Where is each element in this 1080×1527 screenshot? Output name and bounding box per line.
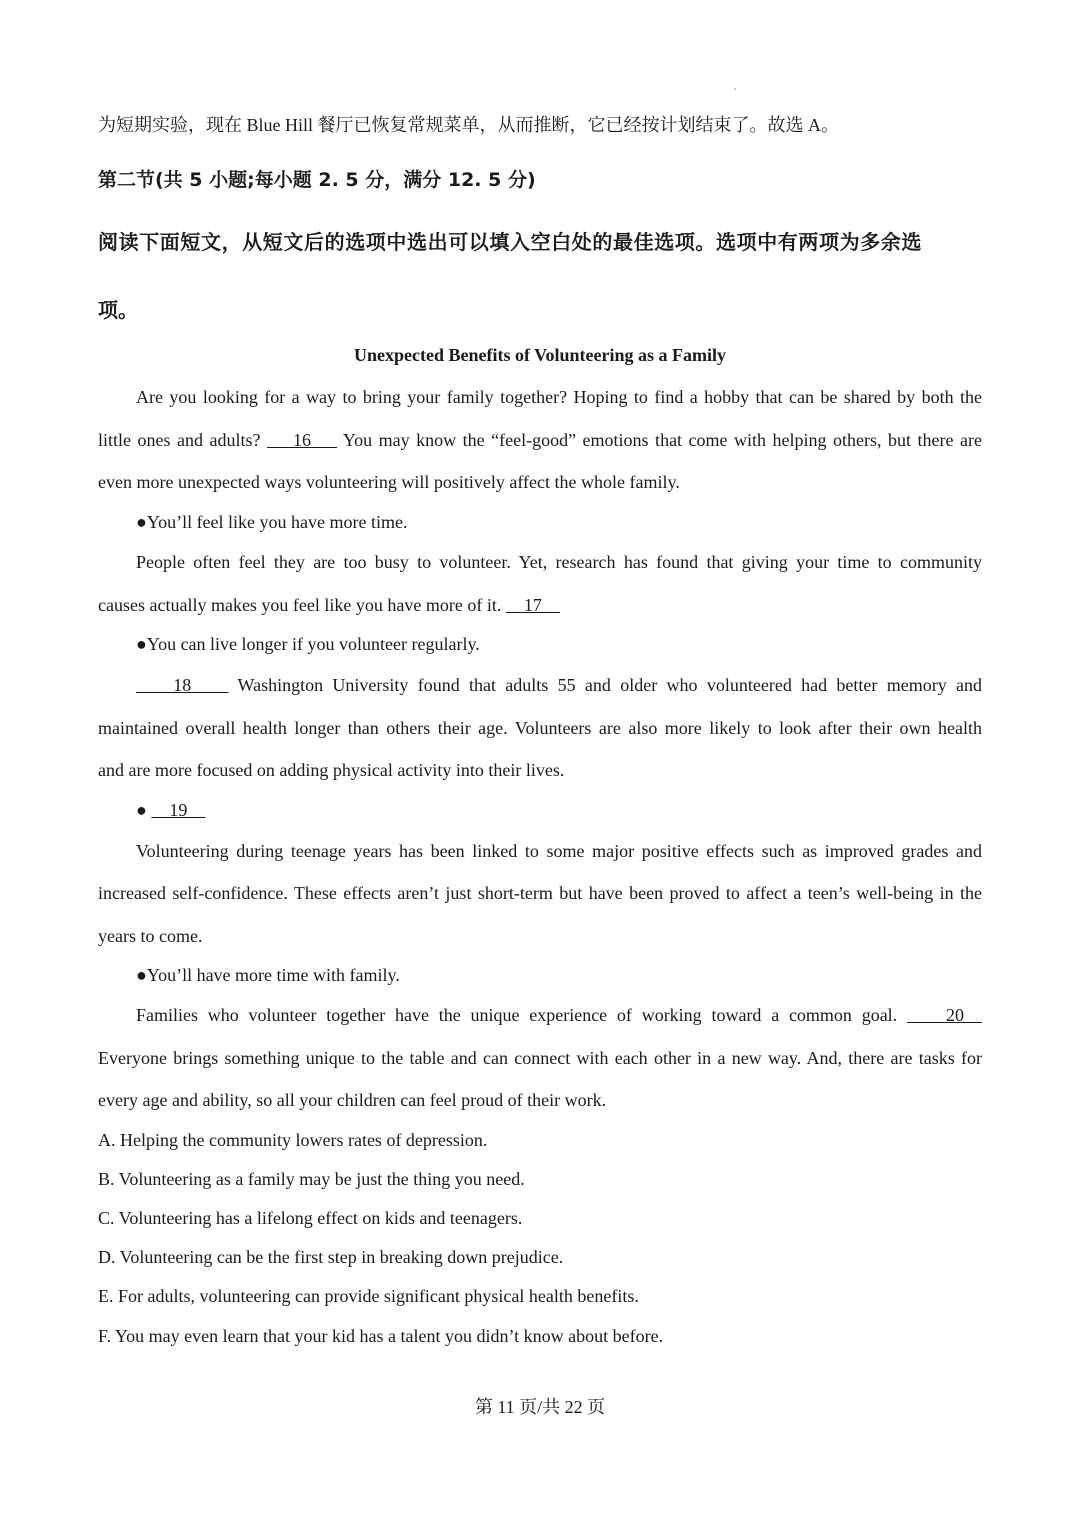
p4-line1: Volunteering during teenage years has been linked to some major positive effects such as improved grades and [136, 841, 982, 861]
p3-line3: and are more focused on adding physical activity into their lives. [98, 760, 565, 780]
p4-line3: years to come. [98, 926, 203, 946]
blank-18: 18 [136, 675, 229, 695]
answer-explanation-note: 为短期实验，现在 Blue Hill 餐厅已恢复常规菜单，从而推断，它已经按计划结束了。故选 A。 [98, 115, 839, 135]
p1-line3: even more unexpected ways volunteering will positively affect the whole family. [98, 472, 680, 492]
p5-line2: Everyone brings something unique to the table and can connect with each other in a new way. And, there are tasks for [98, 1048, 982, 1068]
bullet-live-longer: ●You can live longer if you volunteer regularly. [136, 634, 480, 654]
option-c: C. Volunteering has a lifelong effect on kids and teenagers. [98, 1208, 523, 1228]
p3-line2: maintained overall health longer than others their age. Volunteers are also more likely to look after their own health [98, 718, 982, 738]
page-number-footer: 第 11 页/共 22 页 [474, 1397, 606, 1417]
option-e: E. For adults, volunteering can provide significant physical health benefits. [98, 1286, 639, 1306]
p2-line2-text: causes actually makes you feel like you have more of it. [98, 595, 502, 615]
option-d: D. Volunteering can be the first step in breaking down prejudice. [98, 1247, 564, 1267]
p3-line1 [136, 673, 982, 697]
p5-line1 [136, 1003, 982, 1027]
section-instruction-line2: 项。 [98, 298, 138, 322]
section-instruction-line1: 阅读下面短文，从短文后的选项中选出可以填入空白处的最佳选项。选项中有两项为多余选 [98, 230, 922, 254]
p1-line2-start: little ones and adults? [98, 430, 261, 450]
bullet-family-time: ●You’ll have more time with family. [136, 965, 400, 985]
bullet-dot: ● [136, 800, 147, 820]
p5-line1-text: Families who volunteer together have the unique experience of working toward a common goal. [136, 1005, 898, 1025]
blank-16: 16 [267, 430, 338, 450]
p1-line2 [98, 428, 982, 452]
option-b: B. Volunteering as a family may be just the thing you need. [98, 1169, 525, 1189]
p4-line2: increased self-confidence. These effects aren’t just short-term but have been proved to affect a teen’s well-being in the [98, 883, 982, 903]
p1-line2-end: You may know the “feel-good” emotions that come with helping others, but there are [342, 430, 983, 450]
passage-title: Unexpected Benefits of Volunteering as a Family [354, 345, 726, 365]
bullet-more-time: ●You’ll feel like you have more time. [136, 512, 408, 532]
p5-line3: every age and ability, so all your children can feel proud of their work. [98, 1090, 607, 1110]
p3-line1-text: Washington University found that adults 55 and older who volunteered had better memory and [237, 675, 983, 695]
p1-line1: Are you looking for a way to bring your family together? Hoping to find a hobby that can be shared by both the [136, 387, 982, 407]
blank-17: 17 [505, 595, 560, 615]
scan-speck [734, 88, 736, 90]
blank-19: 19 [151, 800, 206, 820]
p2-line2 [98, 593, 560, 617]
option-f: F. You may even learn that your kid has a talent you didn’t know about before. [98, 1326, 664, 1346]
bullet-blank-19 [136, 798, 205, 822]
p2-line1: People often feel they are too busy to volunteer. Yet, research has found that giving your time to community [136, 552, 982, 572]
blank-20: 20 [906, 1005, 982, 1025]
section-heading: 第二节(共 5 小题;每小题 2. 5 分，满分 12. 5 分) [98, 169, 536, 191]
option-a: A. Helping the community lowers rates of depression. [98, 1130, 488, 1150]
